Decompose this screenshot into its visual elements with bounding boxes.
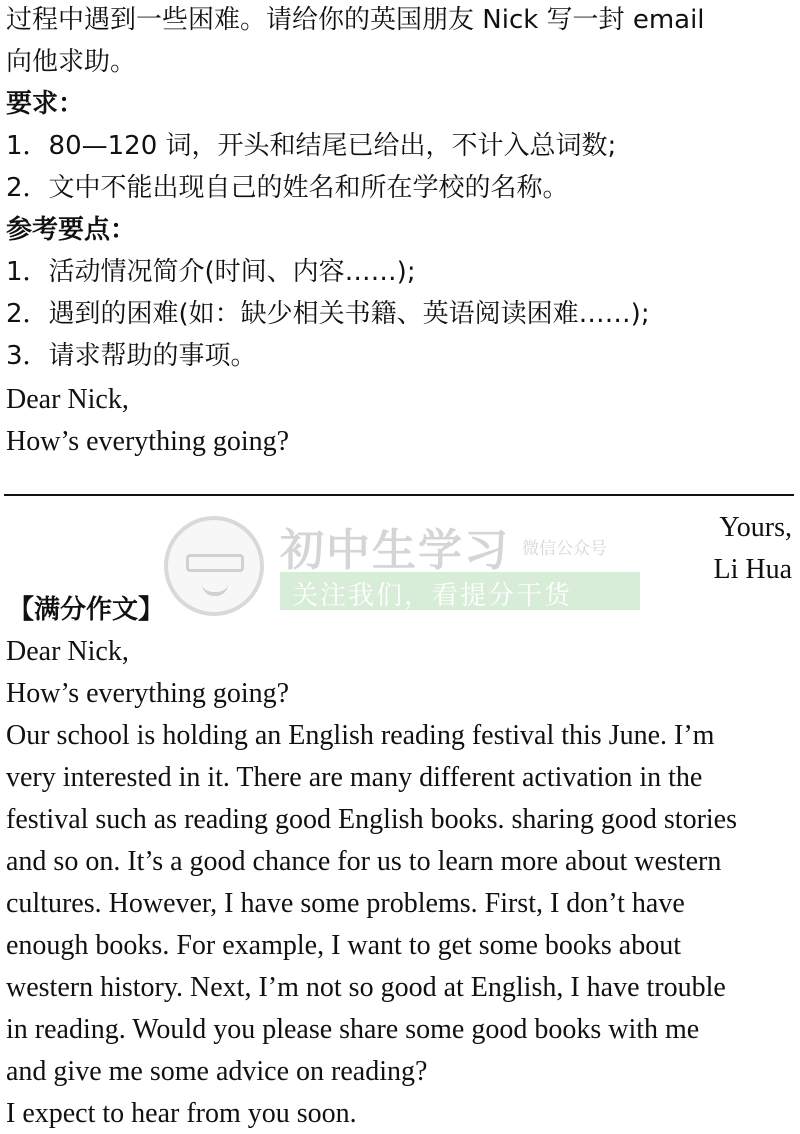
requirements-heading: 要求： (6, 89, 85, 119)
task-intro-line-1: 过程中遇到一些困难。请给你的英国朋友 Nick 写一封 email (6, 5, 705, 35)
key-point-2: 2．遇到的困难(如：缺少相关书籍、英语阅读困难……); (6, 299, 650, 329)
model-essay-heading: 【满分作文】 (8, 595, 165, 625)
watermark-slogan: 关注我们，看提分干货 (292, 581, 573, 611)
essay-line: festival such as reading good English books. sharing good stories (6, 804, 738, 835)
smile-icon (202, 584, 228, 596)
watermark (150, 506, 660, 636)
essay-greeting: Dear Nick, (6, 636, 129, 667)
watermark-subtitle: 微信公众号 (522, 539, 607, 559)
essay-line: and so on. It’s a good chance for us to learn more about western (6, 846, 722, 877)
essay-line: western history. Next, I’m not so good at English, I have trouble (6, 972, 726, 1003)
essay-opening: How’s everything going? (6, 678, 290, 709)
task-closing: Yours, (719, 512, 792, 543)
watermark-slogan-band (280, 572, 640, 610)
watermark-title: 初中生学习 (280, 525, 510, 576)
glasses-icon (186, 554, 244, 572)
task-intro-line-2: 向他求助。 (6, 47, 137, 77)
essay-line: enough books. For example, I want to get some books about (6, 930, 682, 961)
essay-line: and give me some advice on reading? (6, 1056, 428, 1087)
key-point-1: 1．活动情况简介(时间、内容……); (6, 257, 416, 287)
task-greeting: Dear Nick, (6, 384, 129, 415)
essay-line: Our school is holding an English reading festival this June. I’m (6, 720, 715, 751)
requirement-item-1: 1．80—120 词，开头和结尾已给出，不计入总词数; (6, 131, 617, 161)
essay-line: in reading. Would you please share some good books with me (6, 1014, 700, 1045)
essay-line: I expect to hear from you soon. (6, 1098, 357, 1129)
key-point-3: 3．请求帮助的事项。 (6, 341, 257, 371)
cartoon-face-icon (164, 516, 264, 616)
essay-line: cultures. However, I have some problems. First, I don’t have (6, 888, 685, 919)
key-points-heading: 参考要点： (6, 215, 137, 245)
task-signature: Li Hua (713, 554, 792, 585)
essay-line: very interested in it. There are many different activation in the (6, 762, 703, 793)
task-opening: How’s everything going? (6, 426, 290, 457)
writing-line-divider (4, 494, 794, 496)
requirement-item-2: 2．文中不能出现自己的姓名和所在学校的名称。 (6, 173, 569, 203)
